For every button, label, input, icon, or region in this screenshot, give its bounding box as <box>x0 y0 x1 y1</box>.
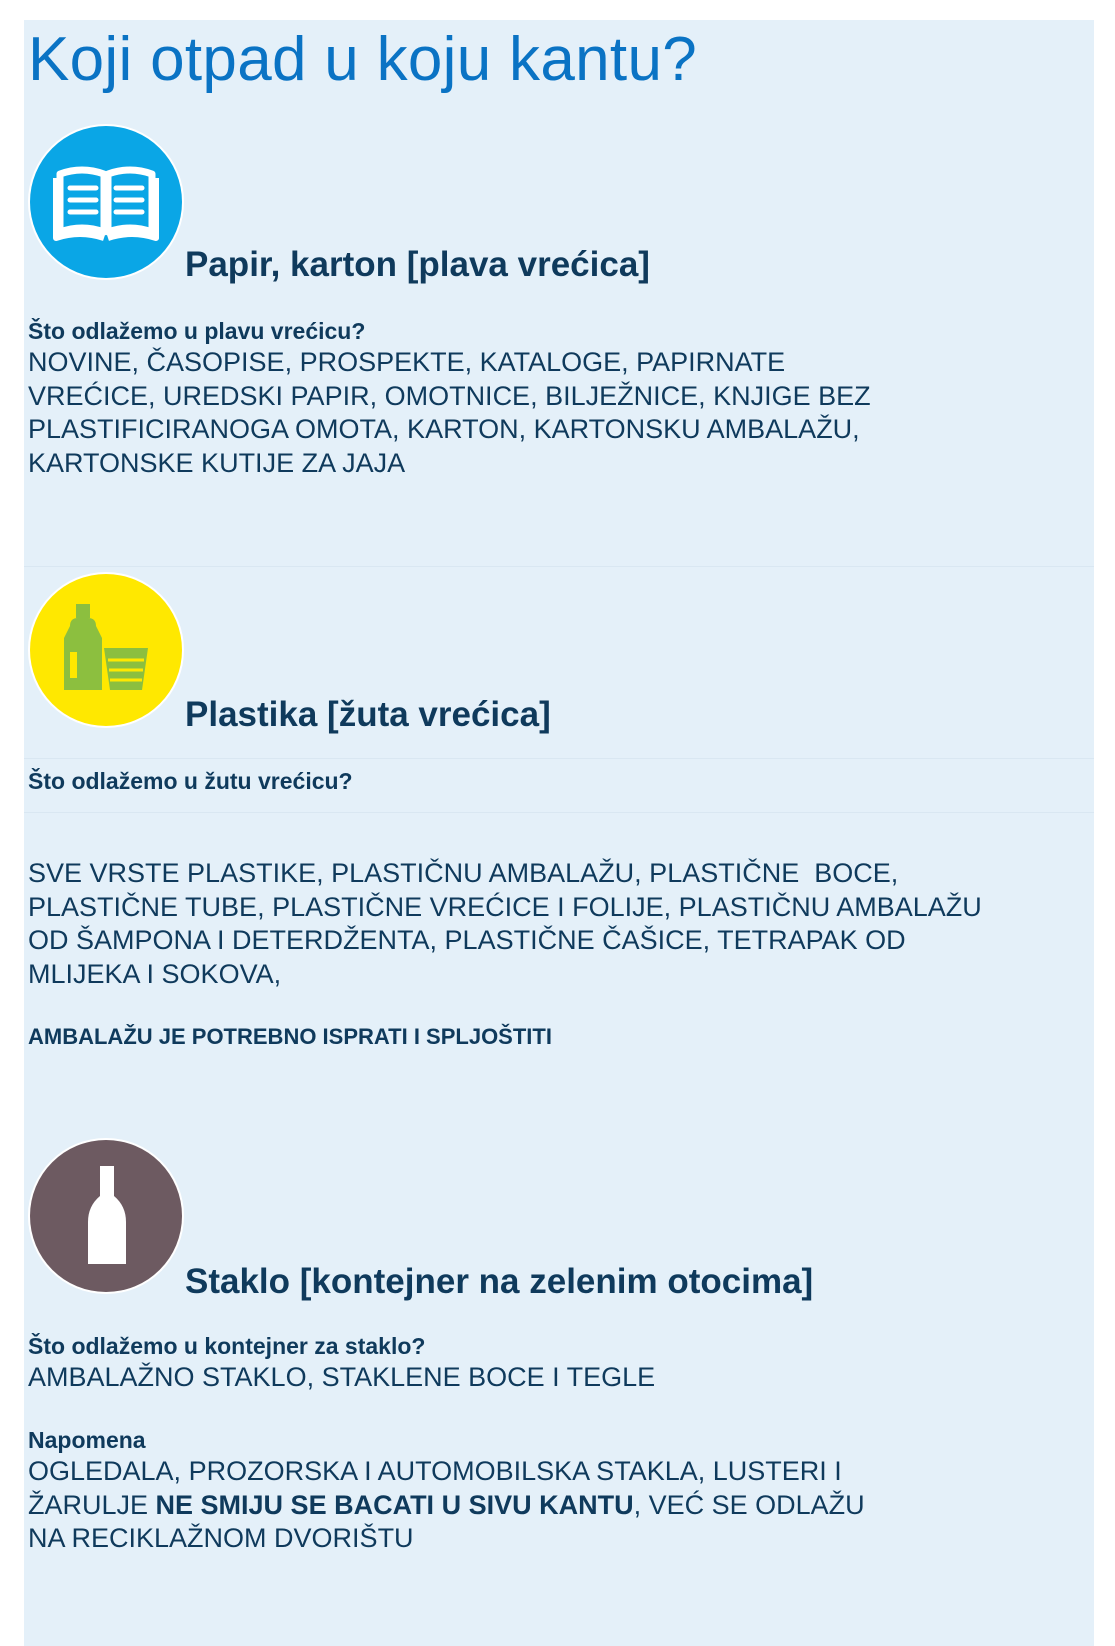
note-warning: NE SMIJU SE BACATI U SIVU KANTU <box>155 1489 634 1520</box>
text-line: OD ŠAMPONA I DETERDŽENTA, PLASTIČNE ČAŠICE, TETRAPAK OD <box>28 925 906 955</box>
plastic-circle <box>30 574 182 726</box>
text-line: PLASTIČNE TUBE, PLASTIČNE VREĆICE I FOLIJE, PLASTIČNU AMBALAŽU <box>28 891 982 922</box>
section-question-glass: Što odlažemo u kontejner za staklo? <box>28 1333 426 1359</box>
paper-circle <box>30 126 182 278</box>
note-text-part: ŽARULJE <box>28 1489 156 1520</box>
divider <box>24 812 1094 813</box>
text-line: AMBALAŽNO STAKLO, STAKLENE BOCE I TEGLE <box>28 1362 656 1392</box>
text-line: SVE VRSTE PLASTIKE, PLASTIČNU AMBALAŽU, PLASTIČNE BOCE, <box>28 858 899 888</box>
section-heading-glass: Staklo [kontejner na zelenim otocima] <box>185 1262 814 1301</box>
section-text-paper <box>28 346 1078 480</box>
text-line: NA RECIKLAŽNOM DVORIŠTU <box>28 1523 414 1553</box>
text-line: VREĆICE, UREDSKI PAPIR, OMOTNICE, BILJEŽNICE, KNJIGE BEZ <box>28 380 871 411</box>
section-question-paper: Što odlažemo u plavu vrećicu? <box>28 318 366 344</box>
bottle-and-cup-icon <box>30 574 182 726</box>
page-title: Koji otpad u koju kantu? <box>28 25 698 94</box>
section-text-plastic <box>28 857 1078 991</box>
text-line: OGLEDALA, PROZORSKA I AUTOMOBILSKA STAKLA, LUSTERI I <box>28 1456 842 1486</box>
text-line: KARTONSKE KUTIJE ZA JAJA <box>28 447 406 478</box>
text-line: PLASTIFICIRANOGA OMOTA, KARTON, KARTONSKU AMBALAŽU, <box>28 414 860 444</box>
note-text-part: , VEĆ SE ODLAŽU <box>633 1489 865 1520</box>
plastic-note: AMBALAŽU JE POTREBNO ISPRATI I SPLJOŠTITI <box>28 1024 552 1049</box>
note-text <box>28 1455 1078 1556</box>
text-line <box>28 1489 1078 1523</box>
divider <box>24 758 1094 759</box>
glass-circle <box>30 1140 182 1292</box>
text-line: NOVINE, ČASOPISE, PROSPEKTE, KATALOGE, PAPIRNATE <box>28 347 786 377</box>
section-text-glass <box>28 1361 1078 1395</box>
section-heading-paper: Papir, karton [plava vrećica] <box>185 245 650 284</box>
section-question-plastic: Što odlažemo u žutu vrećicu? <box>28 768 353 794</box>
note-title: Napomena <box>28 1427 146 1453</box>
section-heading-plastic: Plastika [žuta vrećica] <box>185 695 551 734</box>
glass-bottle-icon <box>30 1140 182 1292</box>
divider <box>24 566 1094 567</box>
book-icon <box>30 126 182 278</box>
text-line: MLIJEKA I SOKOVA, <box>28 958 282 989</box>
